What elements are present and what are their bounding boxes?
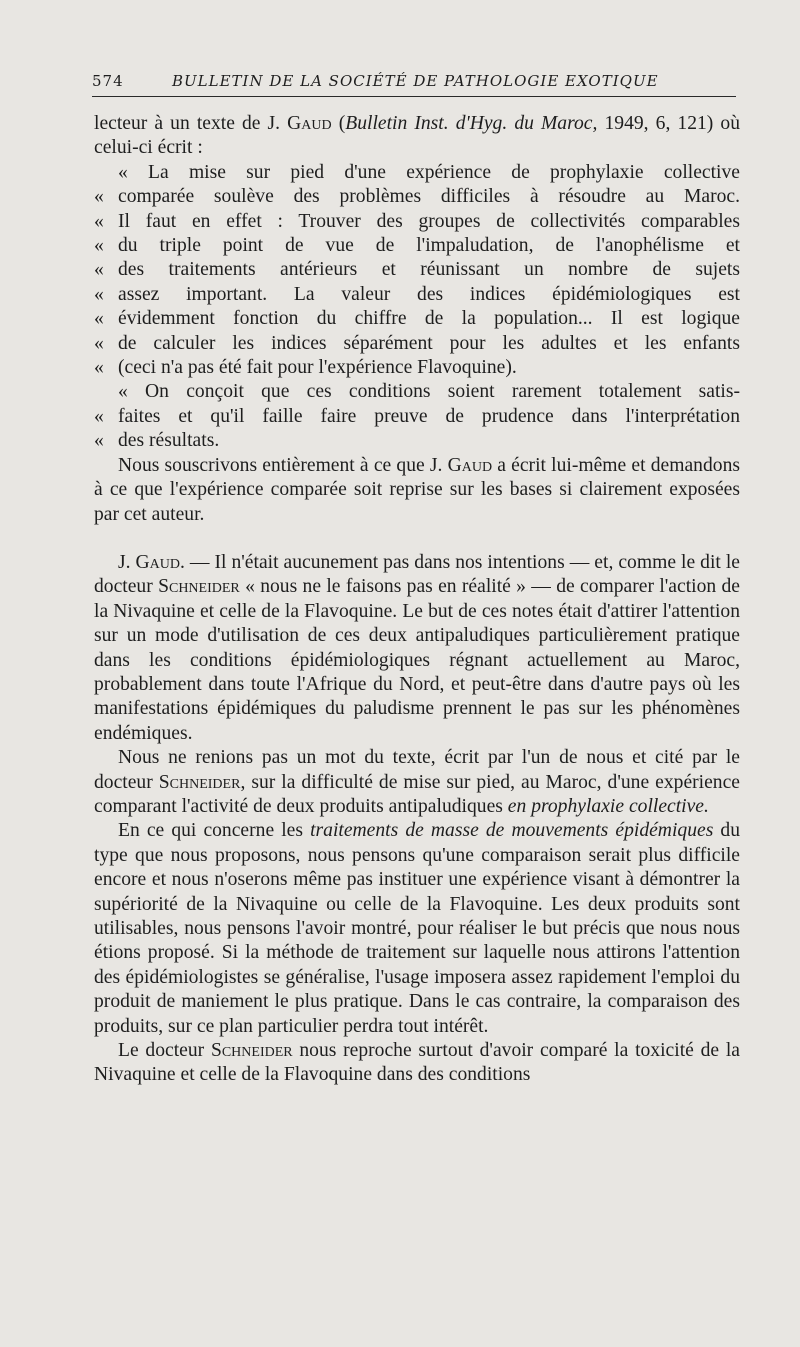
paragraph-nous-souscrivons: Nous souscrivons entièrement à ce que J. Gaud a écrit lui-même et demandons à ce que l'expérience comparée soit reprise sur les bases si clairement exposées par cet auteur. xyxy=(94,454,740,525)
quote-line: « comparée soulève des problèmes difficiles à résoudre au Maroc. xyxy=(94,186,740,208)
reply-paragraph: J. Gaud. — Il n'était aucunement pas dans nos intentions — et, comme le dit le docteur Schneider « nous ne le faisons pas en réalité » — de comparer l'action de la Nivaquine et celle de la Flavoquine. Le but de ces notes était d'attirer l'attention sur un mode d'utilisation de ces deux antipaludiques particulièrement pratique dans les conditions épidémiologiques régnant actuellement au Maroc, probablement dans toute l'Afrique du Nord, et peut-être dans d'autre pays où les manifestations épidémiques du paludisme prennent le pas sur les phénomènes endémiques. xyxy=(94,551,740,744)
quotation-block xyxy=(94,161,740,454)
page-number: 574 xyxy=(92,72,124,90)
quote-line: « du triple point de vue de l'impaludation, de l'anophélisme et xyxy=(94,235,740,257)
italic-phrase: en prophylaxie collective. xyxy=(507,795,709,817)
author-gaud: Gaud xyxy=(447,454,493,476)
body-text xyxy=(94,112,740,1088)
author-schneider: Schneider xyxy=(158,576,240,598)
quote-line: « de calculer les indices séparément pour les adultes et les enfants xyxy=(94,332,740,354)
quote-line: « assez important. La valeur des indices épidémiologiques est xyxy=(94,283,740,305)
intro-paragraph: lecteur à un texte de J. Gaud (Bulletin Inst. d'Hyg. du Maroc, 1949, 6, 121) où celui-ci écrit : xyxy=(94,113,740,159)
paragraph-le-docteur: Le docteur Schneider nous reproche surtout d'avoir comparé la toxicité de la Nivaquine et celle de la Flavoquine dans des conditions xyxy=(94,1040,740,1086)
running-title: BULLETIN DE LA SOCIÉTÉ DE PATHOLOGIE EXOTIQUE xyxy=(172,72,659,90)
citation-title: Bulletin Inst. d'Hyg. du Maroc, xyxy=(345,113,598,134)
italic-phrase: traitements de masse de mouvements épidémiques xyxy=(310,820,714,842)
paragraph-nous-ne-renions: Nous ne renions pas un mot du texte, écrit par l'un de nous et cité par le docteur Schneider, sur la difficulté de mise sur pied, au Maroc, d'une expérience comparant l'activité de deux produits antipaludiques en prophylaxie collective. xyxy=(94,747,740,817)
author-gaud: Gaud xyxy=(135,551,181,573)
running-header xyxy=(92,70,736,97)
quote-line: « Il faut en effet : Trouver des groupes de collectivités comparables xyxy=(94,210,740,232)
quote-line: « faites et qu'il faille faire preuve de prudence dans l'interprétation xyxy=(94,405,740,427)
author-schneider: Schneider xyxy=(210,1040,293,1062)
quote-line: « des résultats. xyxy=(94,430,220,452)
author-gaud: Gaud xyxy=(287,113,332,134)
quote-line: « (ceci n'a pas été fait pour l'expérience Flavoquine). xyxy=(94,357,517,379)
quote-line: « On conçoit que ces conditions soient rarement totalement satis- xyxy=(118,381,740,403)
quote-line: « des traitements antérieurs et réunissant un nombre de sujets xyxy=(94,259,740,281)
quote-line: « La mise sur pied d'une expérience de prophylaxie collective xyxy=(118,161,740,183)
author-schneider: Schneider xyxy=(158,771,241,793)
paragraph-en-ce-qui-concerne: En ce qui concerne les traitements de masse de mouvements épidémiques du type que nous proposons, nous pensons qu'une comparaison serait plus difficile encore et nous n'oserons même pas instituer une expérience visant à démontrer la supériorité de la Nivaquine ou celle de la Flavoquine. Les deux produits sont utilisables, nous pensons l'avoir montré, pour réaliser le but précis que nous nous étions proposé. Si la méthode de traitement sur laquelle nous attirons l'attention des épidémiologistes se généralise, l'usage imposera assez rapidement l'emploi du produit de maniement le plus pratique. Dans le cas contraire, la comparaison des produits, sur ce plan particulier perdra tout intérêt. xyxy=(94,820,741,1037)
quote-line: « évidemment fonction du chiffre de la population... Il est logique xyxy=(94,308,740,330)
